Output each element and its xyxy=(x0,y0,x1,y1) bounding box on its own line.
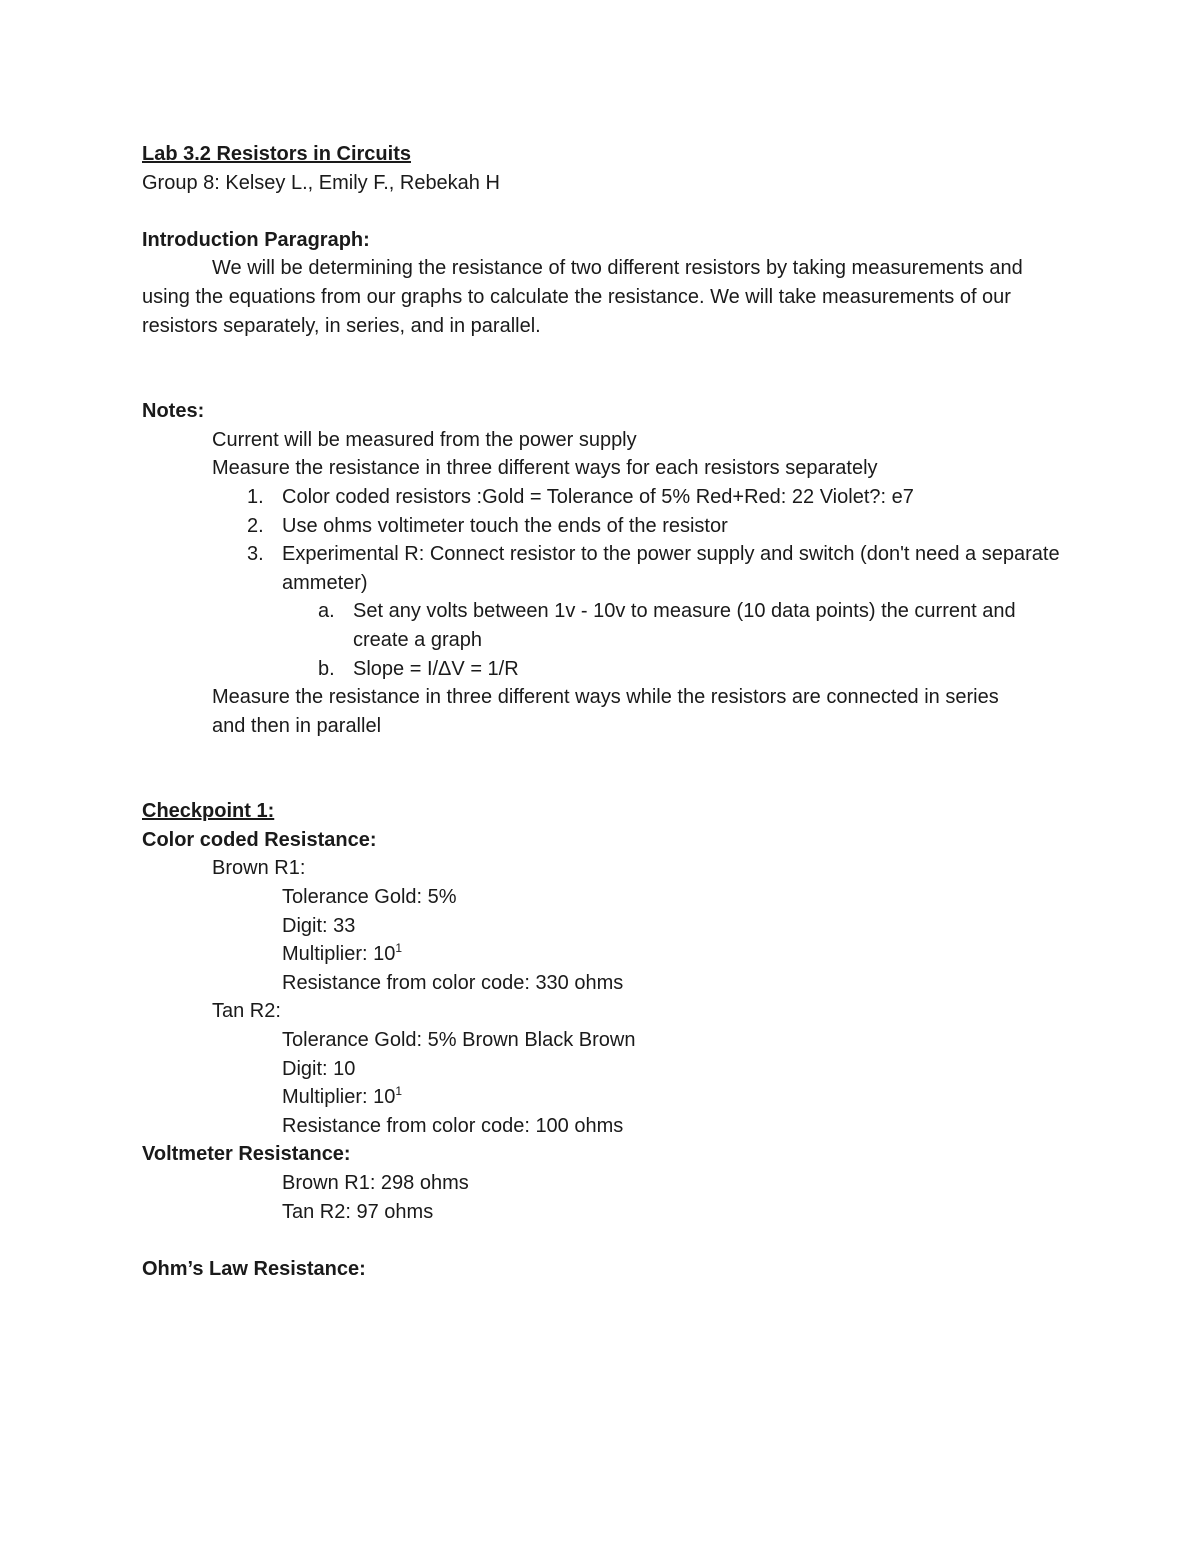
list-text: Slope = I/ΔV = 1/R xyxy=(353,657,519,680)
r1-resistance: Resistance from color code: 330 ohms xyxy=(282,971,624,994)
r2-resistance: Resistance from color code: 100 ohms xyxy=(282,1114,624,1137)
list-number: 3. xyxy=(247,543,264,566)
r1-digit: Digit: 33 xyxy=(282,914,356,937)
r2-digit: Digit: 10 xyxy=(282,1057,356,1080)
r2-multiplier: Multiplier: $10^1$ xyxy=(282,1084,403,1109)
r1-multiplier-exponent: 1 xyxy=(395,941,403,956)
voltmeter-heading: Voltmeter Resistance: xyxy=(142,1143,351,1166)
group-members: Group 8: Kelsey L., Emily F., Rebekah H xyxy=(142,171,500,194)
r1-multiplier: Multiplier: $10^1$ xyxy=(282,941,403,966)
list-letter: a. xyxy=(318,600,335,623)
sub-list-item xyxy=(142,655,1072,684)
sub-list-item xyxy=(142,597,1053,654)
r2-tolerance: Tolerance Gold: 5% Brown Black Brown xyxy=(282,1029,636,1052)
list-letter: b. xyxy=(318,657,335,680)
checkpoint-heading: Checkpoint 1: xyxy=(142,800,275,823)
intro-paragraph: We will be determining the resistance of two different resistors by taking measurements and using the equations from our graphs to calculate the resistance. We will take measurements of our resistors separately, in series, and in parallel. xyxy=(142,257,1023,337)
list-text: Set any volts between 1v - 10v to measure (10 data points) the current and create a graph xyxy=(353,600,1016,651)
list-number: 2. xyxy=(247,514,264,537)
r1-tolerance: Tolerance Gold: 5% xyxy=(282,886,457,909)
r2-label: Tan R2: xyxy=(212,1000,281,1023)
list-text: Experimental R: Connect resistor to the power supply and switch (don't need a separate ammeter) xyxy=(282,543,1060,594)
list-item xyxy=(142,512,1072,541)
notes-line: Measure the resistance in three different ways for each resistors separately xyxy=(212,457,878,480)
list-item xyxy=(142,483,1072,512)
r1-label: Brown R1: xyxy=(212,857,306,880)
intro-heading: Introduction Paragraph: xyxy=(142,228,370,251)
voltmeter-r2: Tan R2: 97 ohms xyxy=(282,1200,434,1223)
ohms-law-heading: Ohm’s Law Resistance: xyxy=(142,1257,366,1280)
r2-multiplier-exponent: 1 xyxy=(395,1084,403,1099)
color-coded-heading: Color coded Resistance: xyxy=(142,828,377,851)
notes-heading: Notes: xyxy=(142,400,205,423)
notes-line: Current will be measured from the power supply xyxy=(212,428,637,451)
list-number: 1. xyxy=(247,485,264,508)
voltmeter-r1: Brown R1: 298 ohms xyxy=(282,1172,469,1194)
document-page xyxy=(142,140,1072,1283)
notes-line: Measure the resistance in three different ways while the resistors are connected in series and then in parallel xyxy=(212,686,999,737)
list-item xyxy=(142,540,1062,597)
list-text: Color coded resistors :Gold = Tolerance of 5% Red+Red: 22 Violet?: e7 xyxy=(282,485,914,508)
list-text: Use ohms voltimeter touch the ends of the resistor xyxy=(282,514,728,537)
doc-title: Lab 3.2 Resistors in Circuits xyxy=(142,143,411,165)
